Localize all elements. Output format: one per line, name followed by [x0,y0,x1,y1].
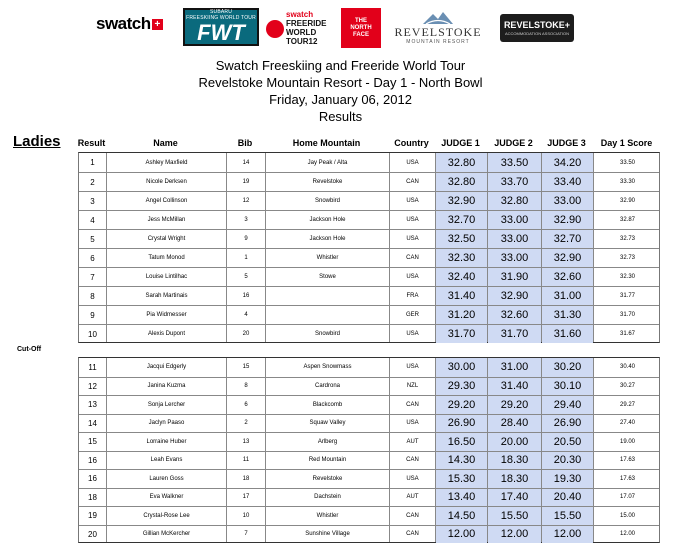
swatch-freeride-world-tour-logo [266,8,336,48]
header-judge3: JUDGE 3 [547,138,586,148]
column-divider [435,153,436,342]
judge1-score-cell: 31.40 [436,287,487,305]
table-row [79,432,659,451]
header-day1-score: Day 1 Score [600,138,653,148]
table-row [79,469,659,488]
judge3-score-cell: 32.90 [542,249,593,267]
judge1-score-cell: 15.30 [436,470,487,488]
header-judge1: JUDGE 1 [441,138,480,148]
day1-score-cell: 33.30 [619,179,635,185]
judge1-score-cell: 14.30 [436,452,487,470]
result-cell: 7 [90,272,95,282]
tnf-line2: NORTH [350,24,372,31]
bib-cell: 9 [244,236,248,242]
judge3-score-cell: 34.20 [542,153,593,172]
athlete-name-cell: Louise Lintilhac [145,274,188,280]
table-row [79,305,659,324]
table-row [79,172,659,191]
judge2-score-cell: 33.00 [488,211,541,229]
judge2-score-cell: 32.60 [488,306,541,324]
header-result: Result [77,138,106,148]
sfwt-line4: TOUR12 [286,37,318,46]
result-cell: 14 [88,418,97,428]
judge3-score-cell: 20.30 [542,452,593,470]
judge1-score-cell: 32.80 [436,173,487,191]
country-cell: USA [406,236,419,242]
results-table-bottom [78,357,660,543]
athlete-name-cell: Jaclyn Paaso [148,420,185,427]
judge1-score-cell: 26.90 [436,415,487,433]
sfwt-line3: WORLD [286,28,317,37]
column-divider [226,358,227,542]
country-cell: USA [406,159,419,166]
swatch-logo-text: swatch [96,14,151,33]
results-heading [0,57,681,125]
country-cell: CAN [406,179,419,185]
bib-cell: 15 [242,364,250,371]
header-judge2: JUDGE 2 [494,138,533,148]
raa-logo-sub: ACCOMMODATION ASSOCIATION [504,31,570,36]
home-mountain-cell: Whistler [316,255,339,261]
header-home-mountain: Home Mountain [292,138,361,148]
event-venue: Revelstoke Mountain Resort - Day 1 - North Bowl [198,75,483,90]
bib-cell: 17 [242,494,250,501]
table-row [79,229,659,248]
column-divider [541,358,542,542]
table-row [79,286,659,305]
revelstoke-logo-name: REVELSTOKE [394,25,482,39]
judge3-score-cell: 30.20 [542,358,593,377]
judge3-score-cell: 12.00 [542,526,593,544]
swiss-cross-icon: + [152,19,163,30]
judge2-score-cell: 20.00 [488,433,541,451]
day1-score-cell: 32.30 [619,274,635,280]
event-title: Swatch Freeskiing and Freeride World Tour [215,58,466,73]
judge1-score-cell: 32.70 [436,211,487,229]
result-cell: 11 [88,362,97,372]
judge1-score-cell: 16.50 [436,433,487,451]
bib-cell: 2 [244,420,248,427]
table-row [79,248,659,267]
athlete-name-cell: Eva Walkner [149,494,184,501]
day1-score-cell: 30.40 [619,364,635,371]
country-cell: NZL [406,383,419,390]
judge2-score-cell: 18.30 [488,452,541,470]
result-cell: 20 [88,529,97,539]
bib-cell: 4 [244,312,248,318]
day1-score-cell: 15.00 [619,512,635,519]
home-mountain-cell: Stowe [319,274,336,280]
athlete-name-cell: Crystal-Rose Lee [143,512,190,519]
day1-score-cell: 31.77 [619,293,635,299]
bib-cell: 16 [242,293,250,299]
column-divider [106,358,107,542]
result-cell: 2 [90,177,95,187]
country-cell: GER [405,312,419,318]
table-row [79,191,659,210]
home-mountain-cell [266,287,389,305]
judge1-score-cell: 32.80 [436,153,487,172]
result-cell: 15 [88,437,97,447]
judge1-score-cell: 29.30 [436,378,487,396]
swatch-ring-icon [266,20,284,38]
home-mountain-cell: Aspen Snowmass [303,364,352,371]
event-date: Friday, January 06, 2012 [269,92,412,107]
swatch-logo [96,14,163,34]
athlete-name-cell: Pia Widmesser [146,312,187,318]
athlete-name-cell: Sonja Lercher [147,401,186,408]
result-cell: 16 [88,455,97,465]
table-row [79,210,659,229]
home-mountain-cell: Blackcomb [312,401,343,408]
bib-cell: 20 [242,331,250,337]
judge3-score-cell: 26.90 [542,415,593,433]
athlete-name-cell: Leah Evans [150,457,183,464]
header-bib: Bib [237,138,253,148]
revelstoke-logo-sub: MOUNTAIN RESORT [406,39,470,45]
judge1-score-cell: 32.50 [436,230,487,248]
home-mountain-cell: Jackson Hole [309,217,346,223]
bib-cell: 18 [242,475,250,482]
country-cell: CAN [406,457,419,464]
home-mountain-cell: Squaw Valley [309,420,346,427]
country-cell: USA [406,198,419,204]
result-cell: 5 [90,234,95,244]
revelstoke-accommodation-logo [500,14,574,42]
bib-cell: 1 [244,255,248,261]
judge2-score-cell: 32.90 [488,287,541,305]
judge3-score-cell: 33.00 [542,192,593,210]
result-cell: 4 [90,215,95,225]
column-divider [541,153,542,342]
judge2-score-cell: 33.50 [488,153,541,172]
day1-score-cell: 32.87 [619,217,635,223]
athlete-name-cell: Ashley Maxfield [145,159,188,166]
judge1-score-cell: 32.30 [436,249,487,267]
table-row [79,358,659,377]
day1-score-cell: 30.27 [619,383,635,390]
home-mountain-cell: Snowbird [314,198,340,204]
bib-cell: 10 [242,512,250,519]
bib-cell: 13 [242,438,250,445]
judge2-score-cell: 33.00 [488,230,541,248]
cutoff-label: Cut-Off [17,346,42,353]
result-cell: 19 [88,511,97,521]
day1-score-cell: 17.63 [619,457,635,464]
bib-cell: 8 [244,383,248,390]
judge3-score-cell: 31.60 [542,325,593,343]
result-cell: 18 [88,492,97,502]
judge3-score-cell: 29.40 [542,396,593,414]
bib-cell: 5 [244,274,248,280]
home-mountain-cell [266,306,389,324]
country-cell: USA [406,475,419,482]
result-cell: 9 [90,310,95,320]
revelstoke-mountain-resort-logo [392,8,484,48]
result-cell: 16 [88,474,97,484]
judge3-score-cell: 32.60 [542,268,593,286]
home-mountain-cell: Sunshine Village [305,531,350,538]
country-cell: USA [406,364,419,371]
judge3-score-cell: 33.40 [542,173,593,191]
judge2-score-cell: 32.80 [488,192,541,210]
home-mountain-cell: Jackson Hole [309,236,346,242]
column-divider [487,358,488,542]
athlete-name-cell: Janina Kuzma [147,383,186,390]
sfwt-line1: swatch [286,10,314,19]
athlete-name-cell: Lauren Goss [149,475,184,482]
athlete-name-cell: Jess McMillan [147,217,186,223]
tnf-line3: FACE [352,31,369,38]
day1-score-cell: 27.40 [619,420,635,427]
fwt-logo [183,8,259,46]
table-row [79,506,659,525]
result-cell: 10 [88,329,97,339]
country-cell: AUT [406,494,419,501]
day1-score-cell: 33.50 [619,159,635,166]
bib-cell: 19 [242,179,250,185]
table-row [79,324,659,343]
judge2-score-cell: 28.40 [488,415,541,433]
judge2-score-cell: 33.00 [488,249,541,267]
day1-score-cell: 31.70 [619,312,635,318]
home-mountain-cell: Cardrona [314,383,340,390]
table-row [79,377,659,396]
table-row [79,267,659,286]
athlete-name-cell: Nicole Derksen [146,179,187,185]
column-divider [389,153,390,342]
column-divider [265,358,266,542]
day1-score-cell: 32.73 [619,236,635,242]
result-cell: 12 [88,381,97,391]
day1-score-cell: 12.00 [619,531,635,538]
result-cell: 13 [88,400,97,410]
judge2-score-cell: 15.50 [488,507,541,525]
judge2-score-cell: 31.00 [488,358,541,377]
raa-logo-name: REVELSTOKE+ [503,20,571,30]
header-name: Name [153,138,178,148]
athlete-name-cell: Jacqui Edgerly [146,364,187,371]
table-row [79,395,659,414]
athlete-name-cell: Gillian McKercher [142,531,191,538]
result-cell: 3 [90,196,95,206]
country-cell: FRA [406,293,419,299]
column-divider [106,153,107,342]
column-divider [265,153,266,342]
judge1-score-cell: 31.20 [436,306,487,324]
judge2-score-cell: 17.40 [488,489,541,507]
home-mountain-cell: Dachstein [314,494,341,501]
fwt-logo-text: FWT [197,20,245,45]
country-cell: USA [406,217,419,223]
country-cell: CAN [406,401,419,408]
sfwt-line2: FREERIDE [286,19,327,28]
judge2-score-cell: 12.00 [488,526,541,544]
athlete-name-cell: Alexis Dupont [147,331,186,337]
athlete-name-cell: Sarah Martinais [145,293,188,299]
judge3-score-cell: 30.10 [542,378,593,396]
judge1-score-cell: 29.20 [436,396,487,414]
home-mountain-cell: Jay Peak / Alta [307,159,348,166]
column-divider [593,153,594,342]
column-divider [226,153,227,342]
country-cell: CAN [406,512,419,519]
country-cell: USA [406,331,419,337]
judge3-score-cell: 20.40 [542,489,593,507]
mountain-icon [423,11,453,25]
judge1-score-cell: 14.50 [436,507,487,525]
result-cell: 8 [90,291,95,301]
column-divider [593,358,594,542]
header-country: Country [394,138,429,148]
country-cell: CAN [406,531,419,538]
day1-score-cell: 17.63 [619,475,635,482]
column-divider [389,358,390,542]
fwt-logo-sub: FREESKIING WORLD TOUR [186,15,256,21]
table-row [79,451,659,470]
judge3-score-cell: 32.70 [542,230,593,248]
judge2-score-cell: 33.70 [488,173,541,191]
result-cell: 1 [90,158,95,167]
home-mountain-cell: Revelstoke [312,475,343,482]
judge1-score-cell: 13.40 [436,489,487,507]
bib-cell: 12 [242,198,250,204]
sponsor-logo-bar [0,6,681,48]
results-title: Results [318,109,363,124]
bib-cell: 7 [244,531,248,538]
results-table-top [78,152,660,343]
judge3-score-cell: 15.50 [542,507,593,525]
day1-score-cell: 19.00 [619,438,635,445]
the-north-face-logo [341,8,381,48]
bib-cell: 14 [242,159,250,166]
bib-cell: 3 [244,217,248,223]
table-row [79,414,659,433]
athlete-name-cell: Tatum Monod [148,255,185,261]
judge3-score-cell: 19.30 [542,470,593,488]
judge3-score-cell: 20.50 [542,433,593,451]
judge2-score-cell: 18.30 [488,470,541,488]
column-divider [487,153,488,342]
judge3-score-cell: 31.30 [542,306,593,324]
judge2-score-cell: 29.20 [488,396,541,414]
bib-cell: 11 [242,457,250,464]
day1-score-cell: 32.73 [619,255,635,261]
judge2-score-cell: 31.70 [488,325,541,343]
judge2-score-cell: 31.40 [488,378,541,396]
home-mountain-cell: Revelstoke [312,179,343,185]
home-mountain-cell: Whistler [316,512,339,519]
table-row [79,488,659,507]
day1-score-cell: 32.90 [619,198,635,204]
athlete-name-cell: Lorraine Huber [146,438,187,445]
judge1-score-cell: 32.40 [436,268,487,286]
athlete-name-cell: Angel Collinson [145,198,188,204]
home-mountain-cell: Red Mountain [308,457,347,464]
category-label: Ladies [13,133,61,150]
day1-score-cell: 17.07 [619,494,635,501]
fwt-logo-top: SUBARU [209,9,233,15]
judge3-score-cell: 32.90 [542,211,593,229]
judge2-score-cell: 31.90 [488,268,541,286]
country-cell: AUT [406,438,419,445]
result-cell: 6 [90,253,95,263]
day1-score-cell: 29.27 [619,401,635,408]
day1-score-cell: 31.67 [619,331,635,337]
country-cell: USA [406,420,419,427]
table-row [79,153,659,172]
country-cell: CAN [406,255,419,261]
tnf-line1: THE [355,17,367,24]
home-mountain-cell: Snowbird [314,331,340,337]
athlete-name-cell: Crystal Wright [147,236,186,242]
home-mountain-cell: Arlberg [317,438,338,445]
judge1-score-cell: 30.00 [436,358,487,377]
table-row [79,525,659,544]
judge1-score-cell: 31.70 [436,325,487,343]
country-cell: USA [406,274,419,280]
bib-cell: 6 [244,401,248,408]
judge3-score-cell: 31.00 [542,287,593,305]
judge1-score-cell: 32.90 [436,192,487,210]
judge1-score-cell: 12.00 [436,526,487,544]
column-divider [435,358,436,542]
